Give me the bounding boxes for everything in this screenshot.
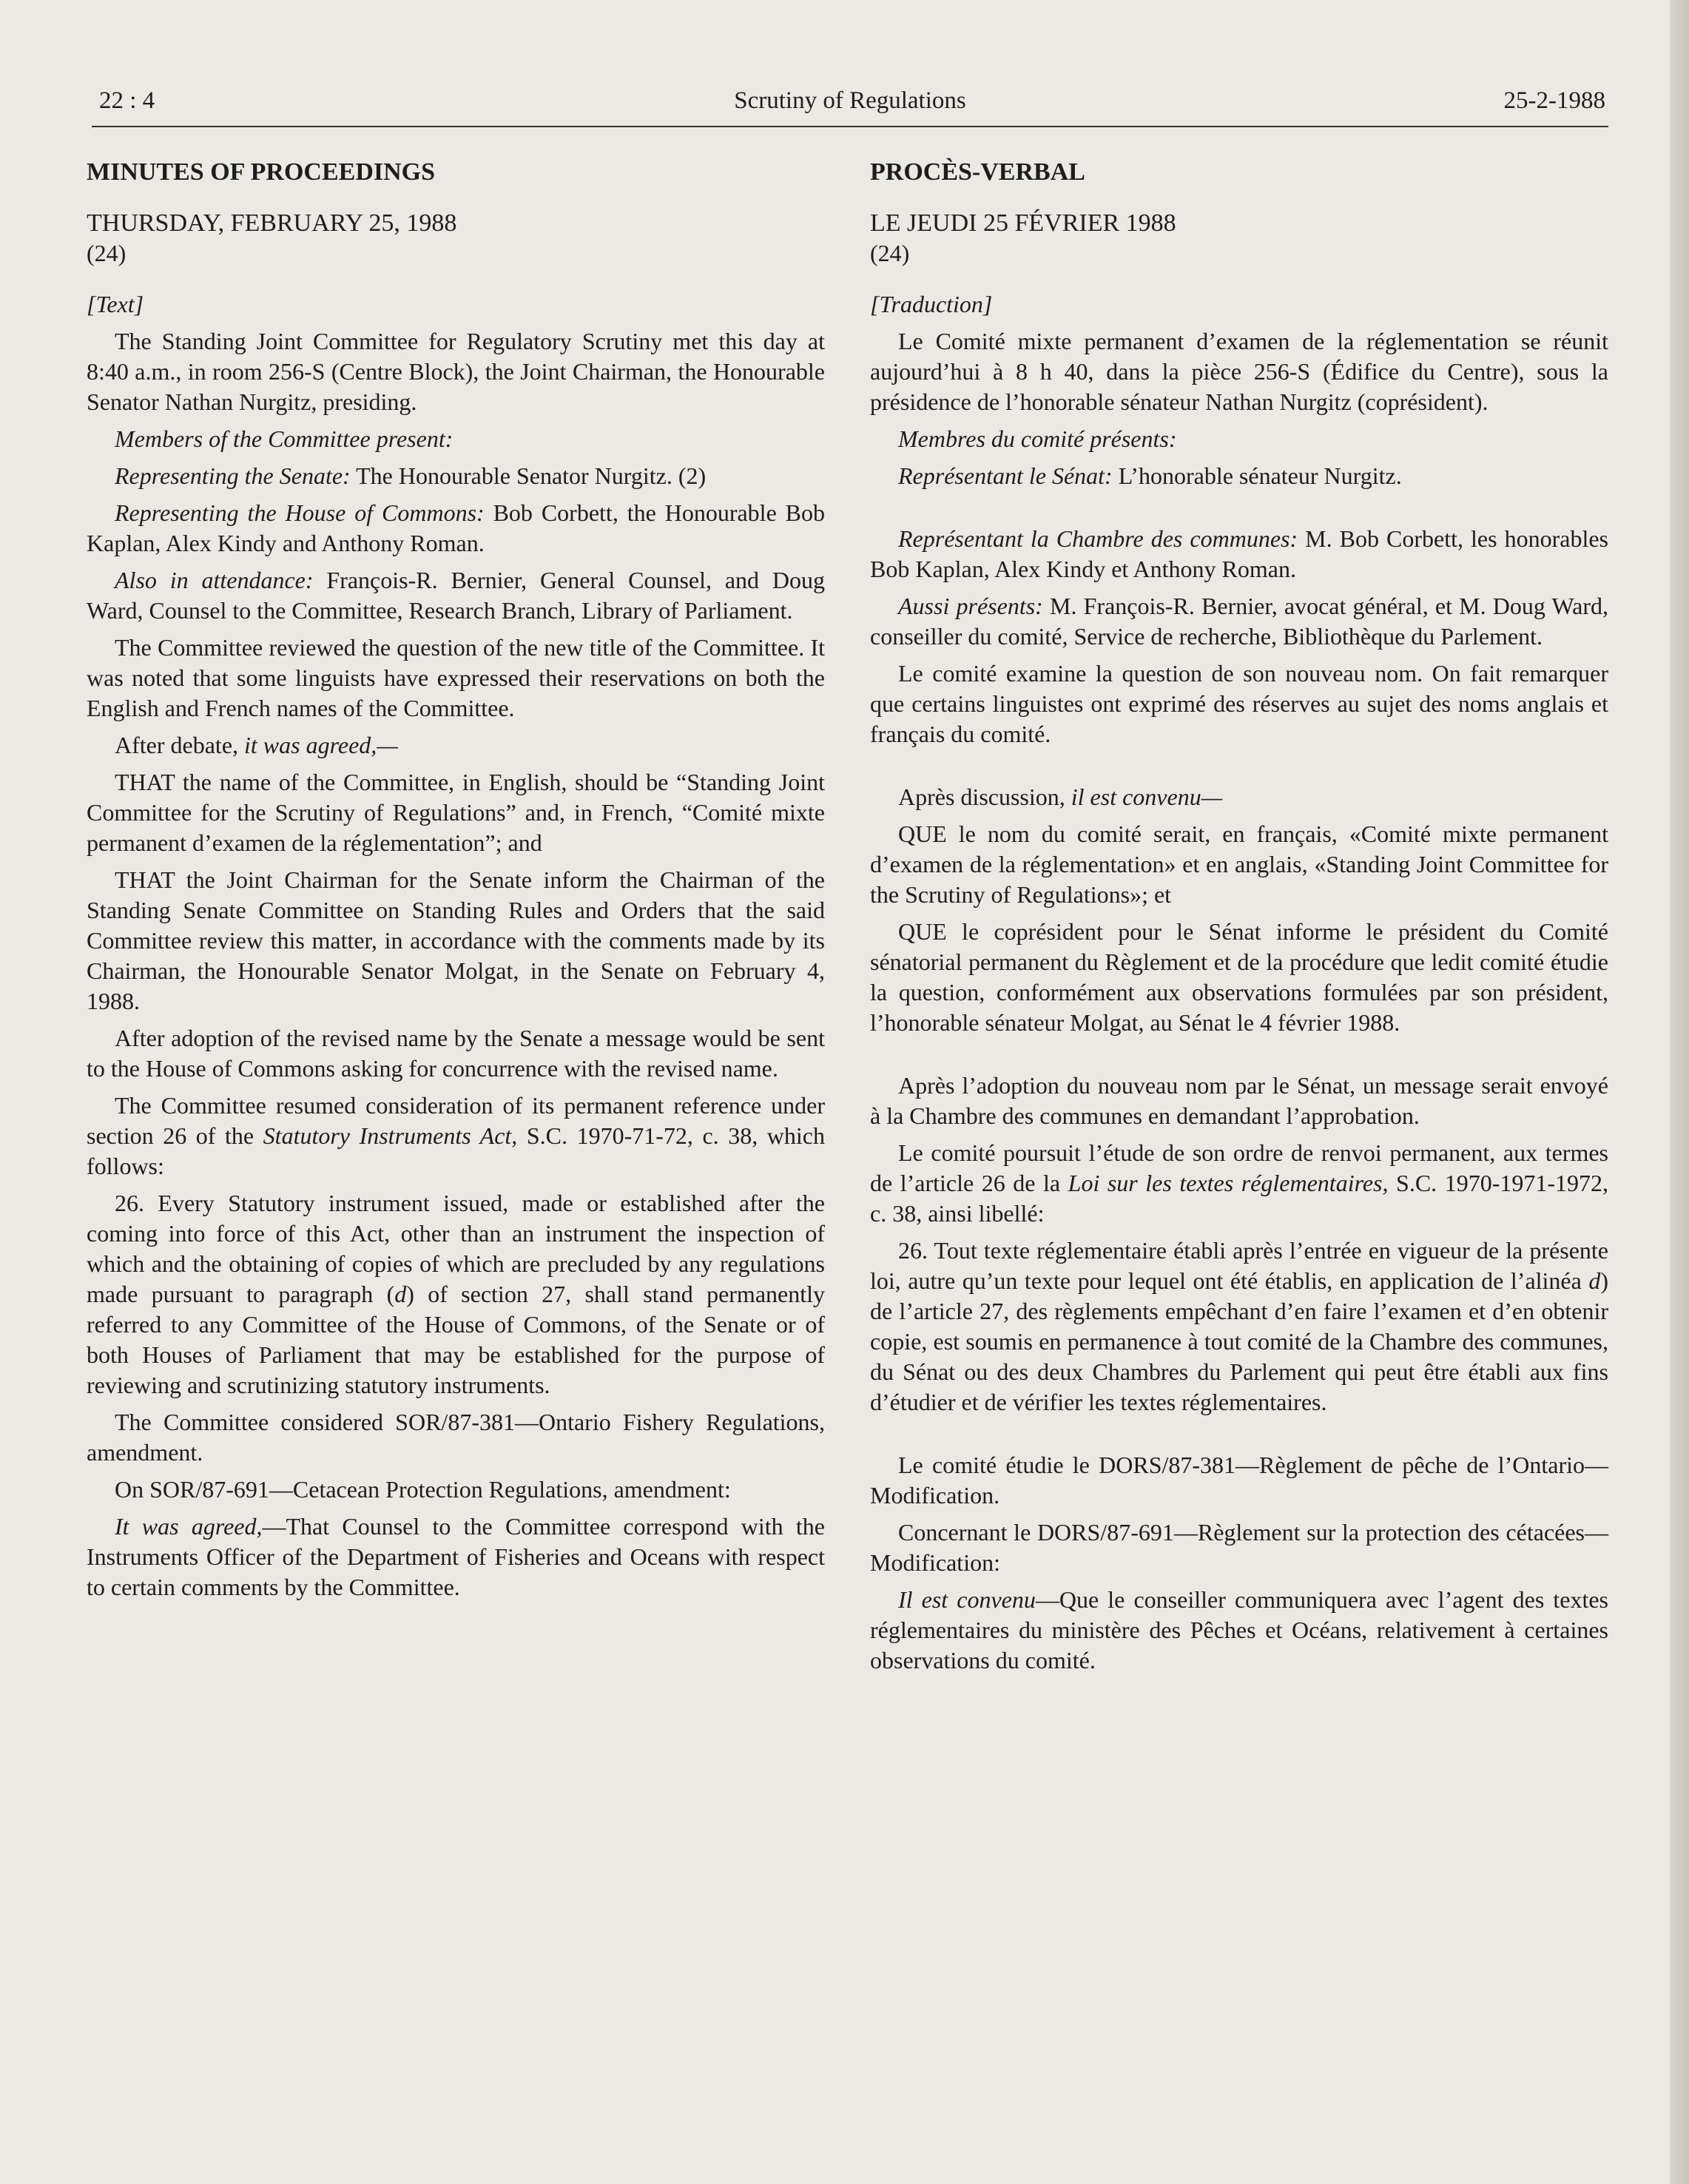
reference-pre: Le comité poursuit l’étude de son ordre de renvoi permanent, aux termes de l’article 26 de la (870, 1139, 1608, 1196)
english-date: THURSDAY, FEBRUARY 25, 1988 (87, 209, 457, 237)
french-que-informe: QUE le coprésident pour le Sénat informe le président du Comité sénatorial permanent du Règlement et de la procédure que ledit comité étudie la question, conformément aux observations formulées par son président, l’honorable sénateur Molgat, au Sénat le 4 février 1988. (870, 918, 1608, 1036)
agreed-text: —That Counsel to the Committee correspond with the Instruments Officer of the Department of Fisheries and Oceans with respect to certain comments by the Committee. (87, 1513, 825, 1600)
french-dors-381: Le comité étudie le DORS/87-381—Règlement de pêche de l’Ontario—Modification. (870, 1452, 1608, 1509)
french-reference-paragraph (870, 1138, 1608, 1229)
act-title: Statutory Instruments Act, (263, 1122, 518, 1149)
members-label: Members of the Committee present: (115, 425, 454, 452)
header-date: 25-2-1988 (1503, 87, 1605, 114)
running-header (92, 81, 1608, 127)
section-26-paragraph-letter: d (394, 1281, 407, 1307)
english-agreed-correspond (87, 1511, 825, 1602)
attendance-label: Aussi présents: (898, 593, 1043, 619)
senate-text: The Honourable Senator Nurgitz. (2) (350, 462, 707, 489)
french-dors-691: Concernant le DORS/87-691—Règlement sur la protection des cétacées—Modification: (870, 1519, 1608, 1576)
english-opening-paragraph: The Standing Joint Committee for Regulatory Scrutiny met this day at 8:40 a.m., in room 256-S (Centre Block), the Joint Chairman, the Honourable Senator Nathan Nurgitz, presiding. (87, 328, 825, 415)
senate-label: Représentant le Sénat: (898, 462, 1113, 489)
english-adoption-paragraph: After adoption of the revised name by the Senate a message would be sent to the House of Commons asking for concurrence with the revised name. (87, 1025, 825, 1082)
english-review-paragraph: The Committee reviewed the question of the new title of the Committee. It was noted that some linguists have expressed their reservations on both the English and French names of the Committee. (87, 634, 825, 721)
french-text-marker: [Traduction] (870, 291, 993, 317)
commons-label: Représentant la Chambre des communes: (898, 525, 1298, 552)
english-reference-paragraph (87, 1091, 825, 1182)
section-26-paragraph-letter: d (1588, 1267, 1601, 1294)
english-meeting-number: (24) (87, 240, 127, 266)
debate-pre: Après discussion, (898, 783, 1071, 810)
english-debate-line (87, 730, 825, 761)
english-sor-691: On SOR/87-691—Cetacean Protection Regulations, amendment: (115, 1476, 731, 1503)
section-26-part-a: 26. Tout texte réglementaire établi après l’entrée en vigueur de la présente loi, autre qu’un texte pour lequel ont été établis, en application de l’alinéa (870, 1237, 1608, 1294)
debate-em: it was agreed,— (244, 732, 398, 758)
french-commons-members (870, 524, 1608, 584)
english-section-26 (87, 1188, 825, 1401)
french-meeting-number: (24) (870, 240, 910, 266)
attendance-text: M. François-R. Bernier, avocat général, et M. Doug Ward, conseiller du comité, Service de recherche, Bibliothèque du Parlement. (870, 593, 1609, 650)
english-senate-members (87, 461, 825, 491)
french-section-26 (870, 1236, 1608, 1418)
french-heading: PROCÈS-VERBAL (870, 158, 1085, 186)
convenu-em: Il est convenu (898, 1586, 1036, 1613)
act-title: Loi sur les textes réglementaires, (1068, 1170, 1389, 1196)
debate-em: il est convenu— (1071, 783, 1223, 810)
debate-pre: After debate, (115, 732, 245, 758)
reference-post: S.C. 1970-71-72, c. 38, which follows: (87, 1122, 826, 1179)
english-commons-members (87, 498, 825, 559)
commons-label: Representing the House of Commons: (115, 499, 485, 526)
english-sor-381: The Committee considered SOR/87-381—Ontario Fishery Regulations, amendment. (87, 1409, 825, 1466)
english-column (87, 157, 825, 1602)
senate-text: L’honorable sénateur Nurgitz. (1112, 462, 1402, 489)
french-opening-paragraph: Le Comité mixte permanent d’examen de la réglementation se réunit aujourd’hui à 8 h 40, dans la pièce 256-S (Édifice du Centre), sous la présidence de l’honorable sénateur Nathan Nurgitz (coprésident). (870, 328, 1608, 415)
commons-text: M. Bob Corbett, les honorables Bob Kaplan, Alex Kindy et Anthony Roman. (870, 525, 1609, 582)
attendance-label: Also in attendance: (115, 567, 314, 593)
convenu-text: —Que le conseiller communiquera avec l’agent des textes réglementaires du ministère des Pêches et Océans, relativement à certaines observations du comité. (870, 1586, 1609, 1674)
reference-pre: The Committee resumed consideration of its permanent reference under section 26 of the (87, 1092, 825, 1149)
french-members-label (870, 424, 1608, 454)
french-debate-line (870, 782, 1608, 812)
attendance-text: François-R. Bernier, General Counsel, and Doug Ward, Counsel to the Committee, Research Branch, Library of Parliament. (87, 567, 826, 624)
english-that-name: THAT the name of the Committee, in English, should be “Standing Joint Committee for the Scrutiny of Regulations” and, in French, “Comité mixte permanent d’examen de la réglementation”; and (87, 769, 825, 856)
section-26-part-a: 26. Every Statutory instrument issued, made or established after the coming into force of this Act, other than an instrument the inspection of which and the obtaining of copies of which are precluded by any regulations made pursuant to paragraph ( (87, 1190, 825, 1307)
section-26-part-b: ) de l’article 27, des règlements empêchant d’en faire l’examen et d’en obtenir copie, est soumis en permanence à tout comité de la Chambre des communes, du Sénat ou des deux Chambres du Parlement qui peut être établi aux fins d’étudier et de vérifier les textes réglementaires. (870, 1267, 1608, 1415)
english-that-inform: THAT the Joint Chairman for the Senate inform the Chairman of the Standing Senate Committee on Standing Rules and Orders that the said Committee review this matter, in accordance with the comments made by its Chairman, the Honourable Senator Molgat, in the Senate on February 4, 1988. (87, 866, 825, 1014)
english-heading: MINUTES OF PROCEEDINGS (87, 158, 436, 186)
english-attendance (87, 565, 825, 626)
french-column (870, 157, 1608, 1676)
section-26-part-b: ) of section 27, shall stand permanently referred to any Committee of the House of Commons, of the Senate or of both Houses of Parliament that may be established for the purpose of reviewing and scrutinizing statutory instruments. (87, 1281, 826, 1398)
reference-post: S.C. 1970-1971-1972, c. 38, ainsi libellé: (870, 1170, 1609, 1227)
agreed-em: It was agreed, (115, 1513, 263, 1540)
senate-label: Representing the Senate: (115, 462, 351, 489)
publication-title: Scrutiny of Regulations (734, 87, 966, 114)
english-text-marker: [Text] (87, 291, 144, 317)
commons-text: Bob Corbett, the Honourable Bob Kaplan, Alex Kindy and Anthony Roman. (87, 499, 826, 556)
french-que-nom: QUE le nom du comité serait, en français, «Comité mixte permanent d’examen de la réglementation» et en anglais, «Standing Joint Committee for the Scrutiny of Regulations»; et (870, 820, 1608, 908)
french-date: LE JEUDI 25 FÉVRIER 1988 (870, 209, 1176, 237)
french-adoption-paragraph: Après l’adoption du nouveau nom par le Sénat, un message serait envoyé à la Chambre des communes en demandant l’approbation. (870, 1072, 1608, 1129)
french-attendance (870, 591, 1608, 652)
french-convenu-communiquer (870, 1585, 1608, 1676)
members-label: Membres du comité présents: (898, 425, 1177, 452)
french-review-paragraph: Le comité examine la question de son nouveau nom. On fait remarquer que certains linguistes ont exprimé des réserves au sujet des noms anglais et français du comité. (870, 660, 1608, 747)
page-number: 22 : 4 (99, 87, 155, 114)
french-senate-members (870, 461, 1608, 491)
english-members-label (87, 424, 825, 454)
page-edge-shadow (1670, 0, 1689, 2184)
